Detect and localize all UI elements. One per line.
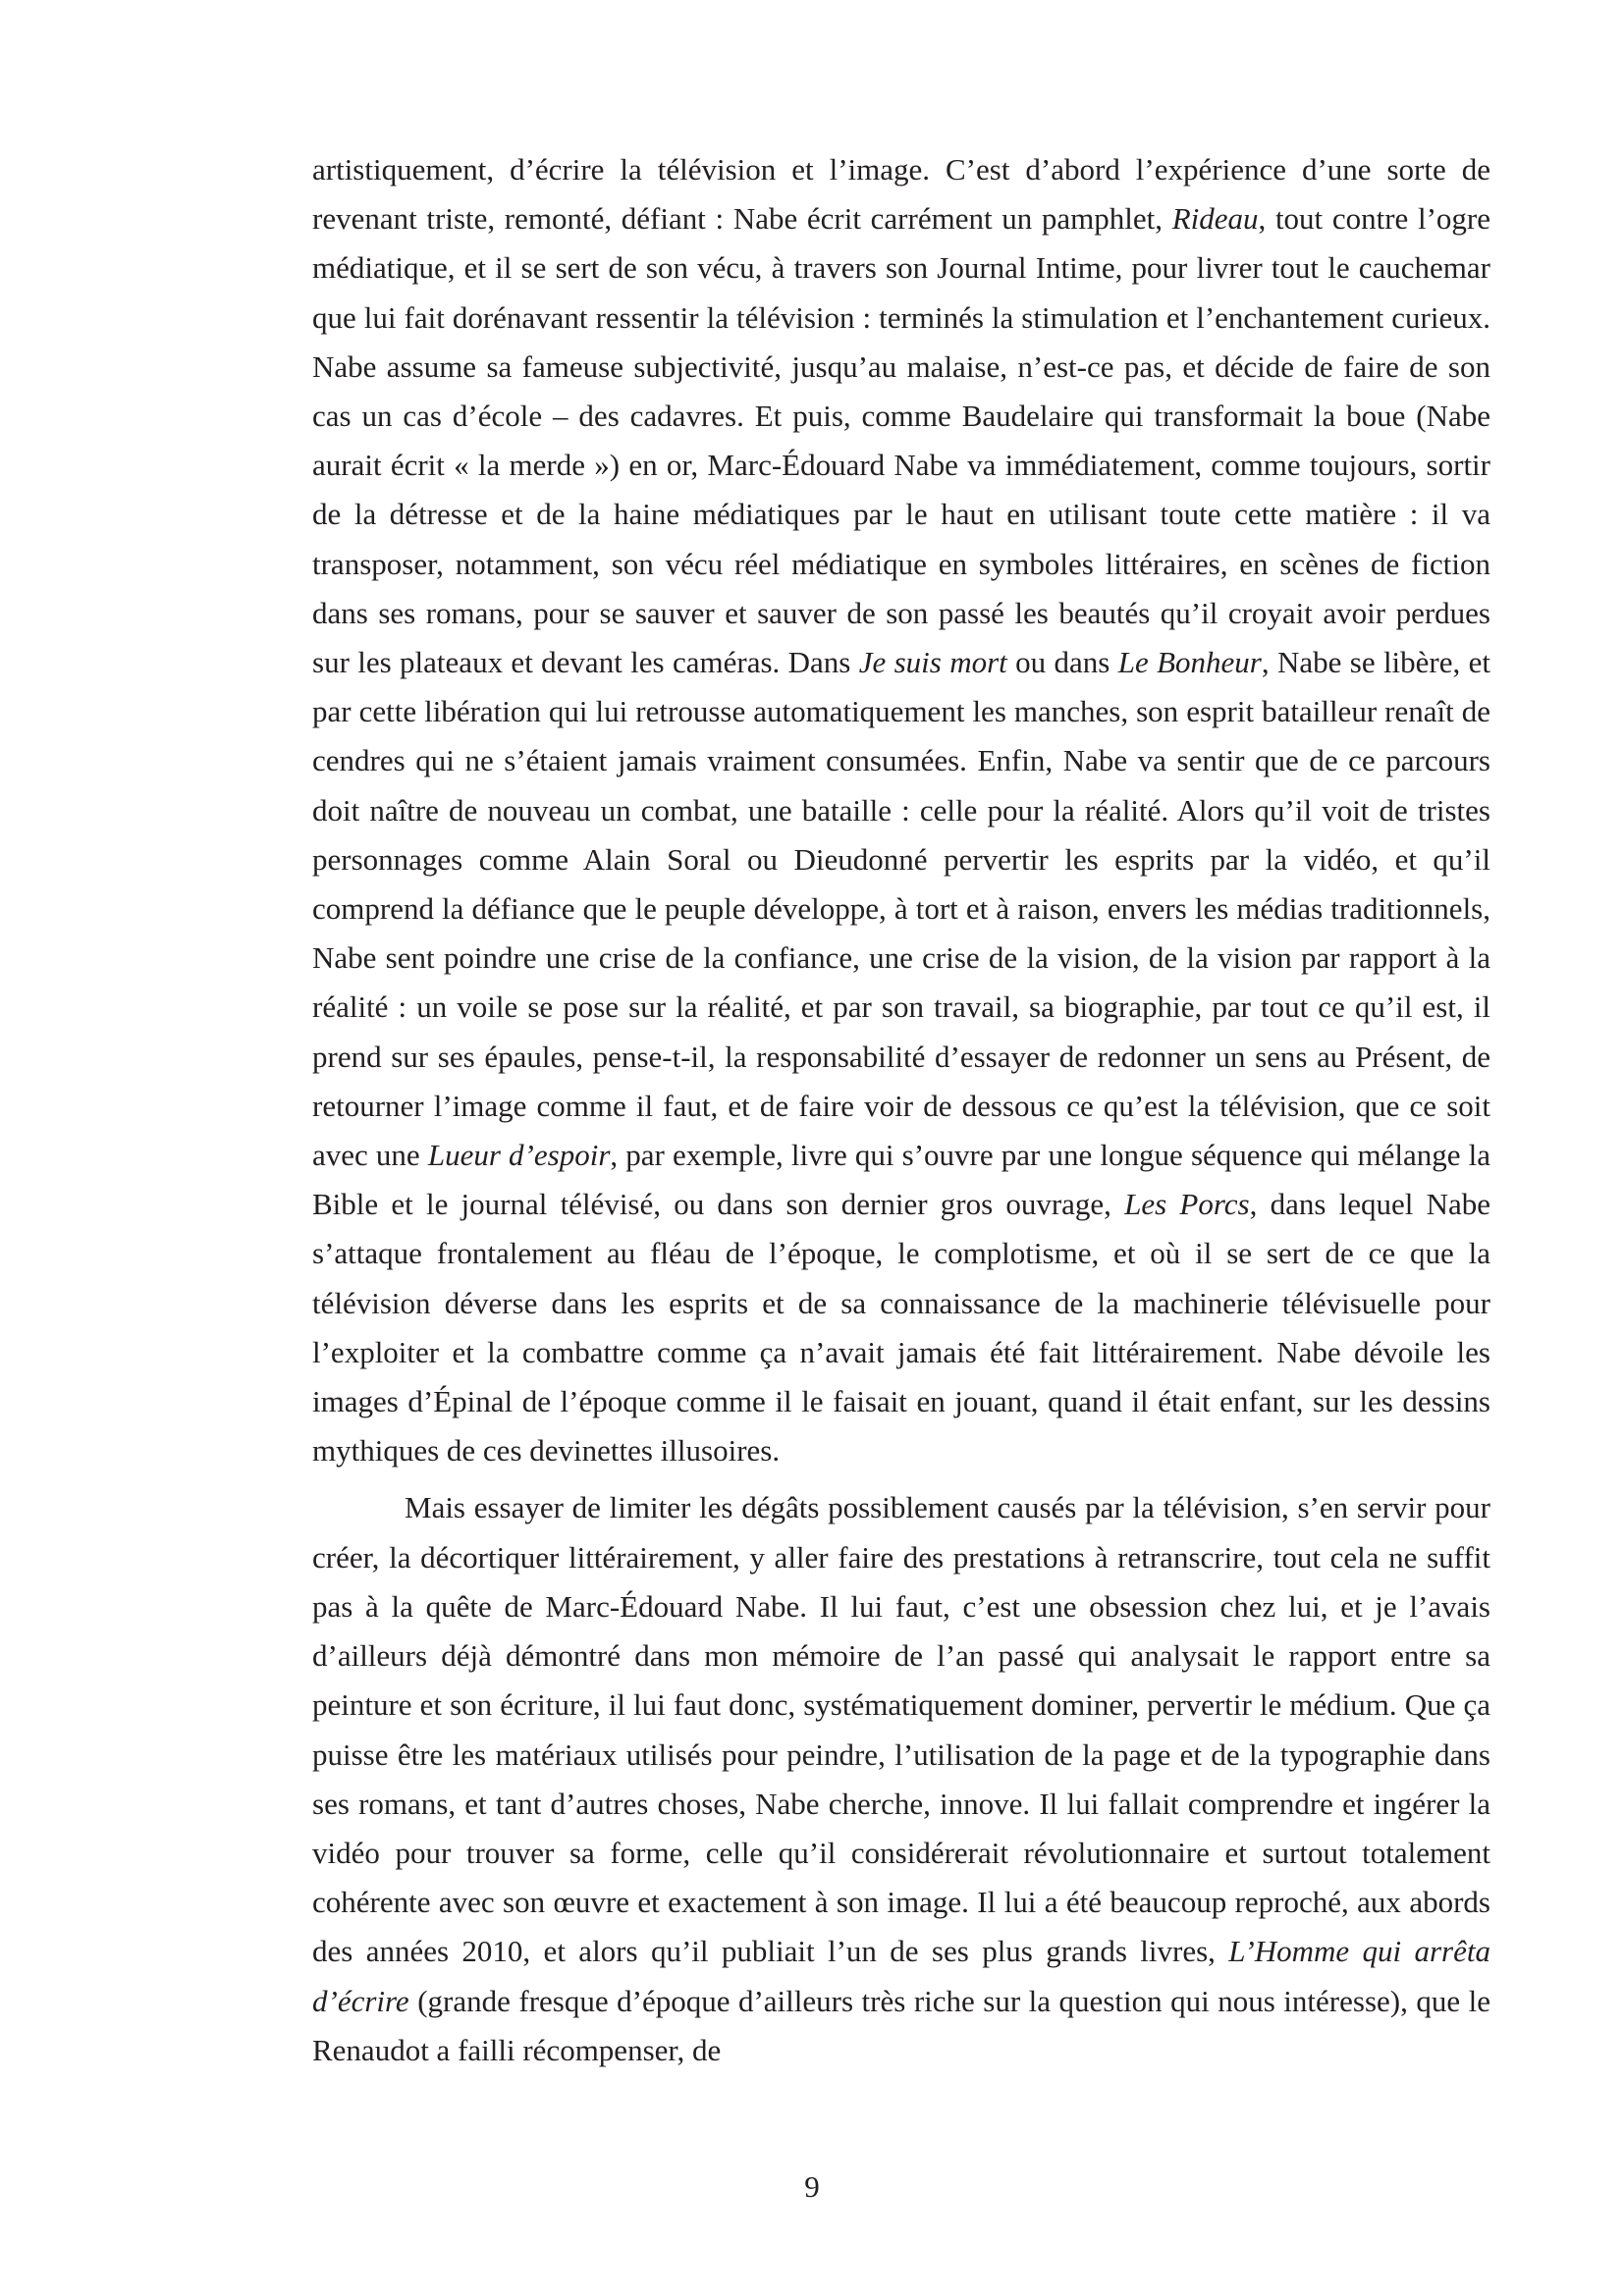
italic-title: L’Homme qui arrêta d’écrire xyxy=(312,1934,1490,2018)
italic-title: Les Porcs xyxy=(1124,1187,1250,1222)
italic-title: Je suis mort xyxy=(858,645,1007,680)
italic-title: Le Bonheur xyxy=(1117,645,1262,680)
paragraph-1 xyxy=(312,145,1490,1475)
italic-title: Lueur d’espoir xyxy=(427,1138,611,1173)
text-run: , Nabe se libère, et par cette libération qui lui retrousse automatiquement les manches, son esprit batailleur renaît de cendres qui ne s’étaient jamais vraiment consumées. Enfin, Nabe va sentir que de ce parcours doit naître de nouveau un combat, une bataille : celle pour la réalité. Alors qu’il voit de tristes personnages comme Alain Soral ou Dieudonné pervertir les esprits par la vidéo, et qu’il comprend la défiance que le peuple développe, à tort et à raison, envers les médias traditionnels, Nabe sent poindre une crise de la confiance, une crise de la vision, de la vision par rapport à la réalité : un voile se pose sur la réalité, et par son travail, sa biographie, par tout ce qu’il est, il prend sur ses épaules, pense-t-il, la responsabilité d’essayer de redonner un sens au Présent, de retourner l’image comme il faut, et de faire voir de dessous ce qu’est la télévision, que ce soit avec une xyxy=(312,645,1491,1173)
text-run: , par exemple, livre qui s’ouvre par une longue séquence qui mélange la Bible et le journal télévisé, ou dans son dernier gros ouvrage, xyxy=(312,1138,1490,1222)
text-run: , tout contre l’ogre médiatique, et il se sert de son vécu, à travers son Journal Intime, pour livrer tout le cauchemar que lui fait dorénavant ressentir la télévision : terminés la stimulation et l’enchantement curieux. Nabe assume sa fameuse subjectivité, jusqu’au malaise, n’est-ce pas, et décide de faire de son cas un cas d’école – des cadavres. Et puis, comme Baudelaire qui transformait la boue (Nabe aurait écrit « la merde ») en or, Marc-Édouard Nabe va immédiatement, comme toujours, sortir de la détresse et de la haine médiatiques par le haut en utilisant toute cette matière : il va transposer, notamment, son vécu réel médiatique en symboles littéraires, en scènes de fiction dans ses romans, pour se sauver et sauver de son passé les beautés qu’il croyait avoir perdues sur les plateaux et devant les caméras. Dans xyxy=(312,201,1490,680)
text-run: Mais essayer de limiter les dégâts possiblement causés par la télévision, s’en servir pour créer, la décortiquer littérairement, y aller faire des prestations à retranscrire, tout cela ne suffit pas à la quête de Marc-Édouard Nabe. Il lui faut, c’est une obsession chez lui, et je l’avais d’ailleurs déjà démontré dans mon mémoire de l’an passé qui analysait le rapport entre sa peinture et son écriture, il lui faut donc, systématiquement dominer, pervertir le médium. Que ça puisse être les matériaux utilisés pour peindre, l’utilisation de la page et de la typographie dans ses romans, et tant d’autres choses, Nabe cherche, innove. Il lui fallait comprendre et ingérer la vidéo pour trouver sa forme, celle qu’il considérerait révolutionnaire et surtout totalement cohérente avec son œuvre et exactement à son image. Il lui a été beaucoup reproché, aux abords des années 2010, et alors qu’il publiait l’un de ses plus grands livres, xyxy=(312,1490,1490,1969)
text-run: (grande fresque d’époque d’ailleurs très riche sur la question qui nous intéresse), que le Renaudot a failli récompenser, de xyxy=(312,1983,1490,2067)
paragraph-2 xyxy=(312,1483,1490,2074)
text-run: ou dans xyxy=(1006,645,1118,680)
text-run: artistiquement, d’écrire la télévision et l’image. C’est d’abord l’expérience d’une sorte de revenant triste, remonté, défiant : Nabe écrit carrément un pamphlet, xyxy=(312,152,1490,237)
italic-title: Rideau xyxy=(1171,201,1259,237)
page-number: 9 xyxy=(804,2169,820,2204)
body-text xyxy=(312,145,1490,2075)
text-run: , dans lequel Nabe s’attaque frontalement au fléau de l’époque, le complotisme, et où il se sert de ce que la télévision déverse dans les esprits et de sa connaissance de la machinerie télévisuelle pour l’exploiter et la combattre comme ça n’avait jamais été fait littérairement. Nabe dévoile les images d’Épinal de l’époque comme il le faisait en jouant, quand il était enfant, sur les dessins mythiques de ces devinettes illusoires. xyxy=(312,1187,1490,1468)
